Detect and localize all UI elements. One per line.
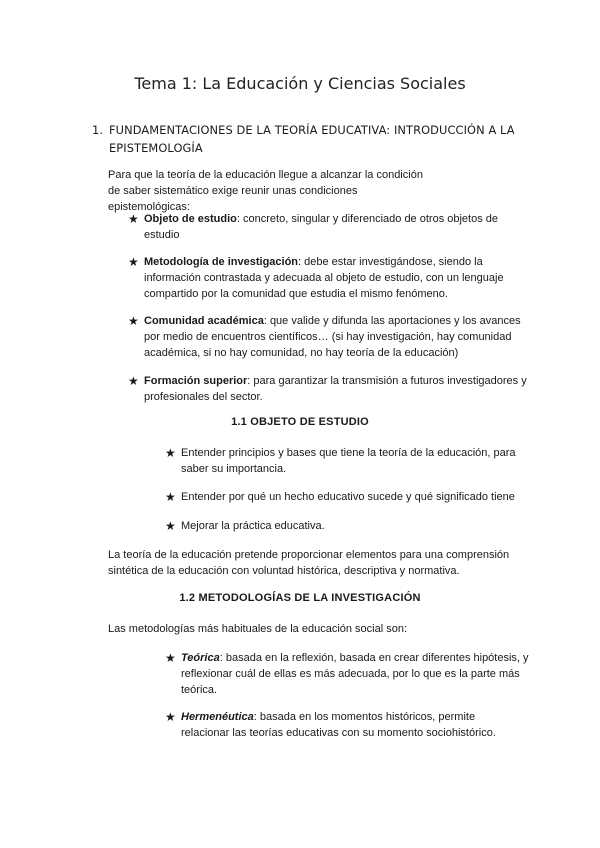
list-item [165,709,520,741]
star-bullet-icon: ★ [128,314,139,328]
item-term: Formación superior [144,375,248,387]
star-bullet-icon: ★ [165,710,176,724]
section-1-1-paragraph: La teoría de la educación pretende proporcionar elementos para una comprensión sintética de la educación con voluntad histórica, descriptiva y normativa. [108,549,510,577]
section-1-2-heading: 1.2 METODOLOGÍAS DE LA INVESTIGACIÓN [179,592,421,604]
section-1-intro: Para que la teoría de la educación llegue a alcanzar la condición de saber sistemático exige reunir unas condiciones epistemológicas: [108,169,423,213]
star-bullet-icon: ★ [128,374,139,388]
star-bullet-icon: ★ [128,212,139,226]
list-item [165,650,530,698]
list-item [128,211,508,243]
list-item [165,489,540,505]
list-item [128,373,533,405]
section-1-heading [92,121,532,157]
item-term: Comunidad académica [144,315,264,327]
section-1-1-heading: 1.1 OBJETO DE ESTUDIO [231,416,369,428]
item-term: Hermenéutica [181,711,254,723]
star-bullet-icon: ★ [165,651,176,665]
item-text: Entender principios y bases que tiene la teoría de la educación, para saber su importancia. [181,447,516,475]
star-bullet-icon: ★ [128,255,139,269]
star-bullet-icon: ★ [165,446,176,460]
star-bullet-icon: ★ [165,490,176,504]
page-title: Tema 1: La Educación y Ciencias Sociales [134,74,466,93]
list-item [128,313,533,361]
item-text: : debe estar investigándose, siendo la información contrastada y adecuada al objeto de estudio, con un lenguaje compartido por la comunidad que estudia el mismo fenómeno. [144,256,504,300]
item-term: Objeto de estudio [144,213,237,225]
section-number: 1. [92,123,104,137]
item-text: Mejorar la práctica educativa. [181,520,325,532]
item-text: : basada en la reflexión, basada en crear diferentes hipótesis, y reflexionar cuál de ellas es más adecuada, por lo que es la parte más teórica. [181,652,529,696]
item-text: : para garantizar la transmisión a futuros investigadores y profesionales del sector. [144,375,527,403]
item-text: : concreto, singular y diferenciado de otros objetos de estudio [144,213,499,241]
item-text: : que valide y difunda las aportaciones y los avances por medio de encuentros científicos… (si hay investigación, hay comunidad académica, si no hay comunidad, no hay teoría de la educación) [144,315,521,359]
star-bullet-icon: ★ [165,519,176,533]
section-1-2-intro: Las metodologías más habituales de la educación social son: [108,623,408,635]
item-text: : basada en los momentos históricos, permite relacionar las teorías educativas con su momento sociohistórico. [181,711,496,739]
section-heading-text: FUNDAMENTACIONES DE LA TEORÍA EDUCATIVA: INTRODUCCIÓN A LA EPISTEMOLOGÍA [109,123,515,155]
item-text: Entender por qué un hecho educativo sucede y qué significado tiene [181,491,515,503]
item-term: Teórica [181,652,220,664]
list-item [165,445,530,477]
item-term: Metodología de investigación [144,256,299,268]
list-item [165,518,525,534]
list-item [128,254,530,302]
